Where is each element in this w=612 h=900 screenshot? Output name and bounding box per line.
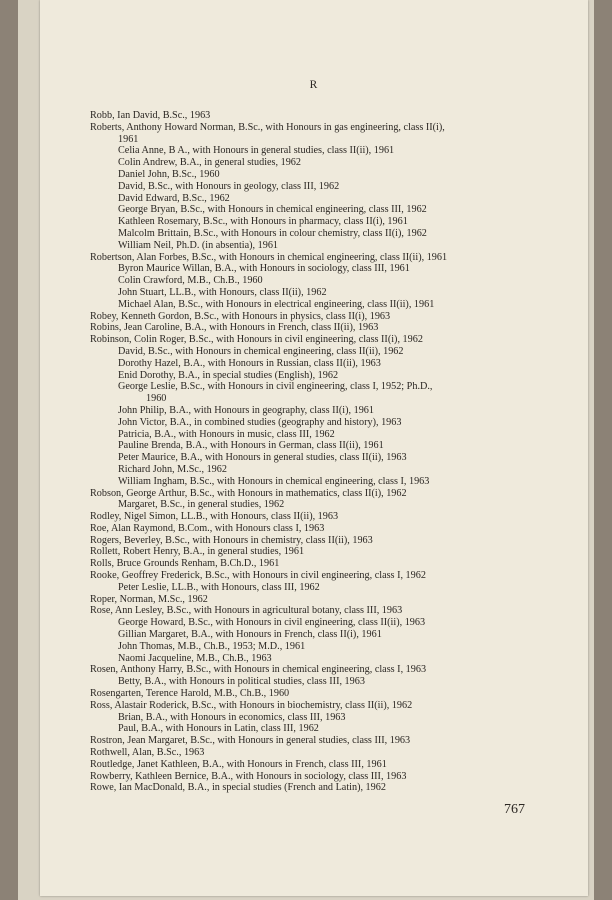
sub-entry: [90, 405, 552, 417]
entry: [90, 747, 552, 759]
sub-entry: [90, 417, 552, 429]
entry-text: John Stuart, LL.B., with Honours, class II(ii), 1962: [118, 286, 327, 298]
sub-entry: [90, 287, 552, 299]
sub-entry: [90, 169, 552, 181]
sub-entry: [90, 440, 552, 452]
entry-text: David Edward, B.Sc., 1962: [118, 192, 230, 204]
entry-text: Robins, Jean Caroline, B.A., with Honours in French, class II(ii), 1963: [90, 322, 379, 334]
entry-text: Richard John, M.Sc., 1962: [118, 463, 227, 475]
entry-text: Pauline Brenda, B.A., with Honours in German, class II(ii), 1961: [118, 440, 384, 452]
entry-text: Peter Maurice, B.A., with Honours in general studies, class II(ii), 1963: [118, 452, 407, 464]
entry-text: Robinson, Colin Roger, B.Sc., with Honours in civil engineering, class II(i), 1962: [90, 334, 423, 346]
sub-entry: [90, 629, 552, 641]
entry-text: Robson, George Arthur, B.Sc., with Honours in mathematics, class II(i), 1962: [90, 487, 407, 499]
entry-text: Daniel John, B.Sc., 1960: [118, 168, 220, 180]
sub-entry: [90, 617, 552, 629]
entry: [90, 322, 552, 334]
entry-text: Robb, Ian David, B.Sc., 1963: [90, 110, 211, 121]
entry: [90, 488, 552, 500]
entry-text: Paul, B.A., with Honours in Latin, class III, 1962: [118, 723, 319, 735]
sub-entry: [90, 145, 552, 157]
entry-text: William Neil, Ph.D. (in absentia), 1961: [118, 239, 279, 251]
sub-entry: [90, 676, 552, 688]
entry-text: Colin Crawford, M.B., Ch.B., 1960: [118, 275, 263, 287]
entry: [90, 334, 552, 346]
sub-entry: [90, 381, 552, 405]
entry-text: Kathleen Rosemary, B.Sc., with Honours in pharmacy, class II(i), 1961: [118, 216, 408, 228]
entry: [90, 688, 552, 700]
entry: [90, 511, 552, 523]
entry-text: Margaret, B.Sc., in general studies, 1962: [118, 499, 285, 511]
entry: [90, 311, 552, 323]
entry-text: Routledge, Janet Kathleen, B.A., with Honours in French, class III, 1961: [90, 758, 387, 770]
entry: [90, 252, 552, 264]
entry-list: [90, 110, 552, 794]
sub-entry: [90, 216, 552, 228]
sub-entry: [90, 240, 552, 252]
entry-continuation: 1960: [146, 393, 167, 405]
entry: [90, 535, 552, 547]
entry: [90, 122, 552, 146]
entry-text: Rogers, Beverley, B.Sc., with Honours in chemistry, class II(ii), 1963: [90, 534, 373, 546]
entry-text: Rosengarten, Terence Harold, M.B., Ch.B., 1960: [90, 688, 290, 700]
entry-text: Roe, Alan Raymond, B.Com., with Honours class I, 1963: [90, 522, 325, 534]
entry-text: Rostron, Jean Margaret, B.Sc., with Honours in general studies, class III, 1963: [90, 735, 411, 747]
entry-text: Rose, Ann Lesley, B.Sc., with Honours in agricultural botany, class III, 1963: [90, 605, 403, 617]
entry-text: George Howard, B.Sc., with Honours in civil engineering, class II(ii), 1963: [118, 617, 426, 629]
entry-text: Betty, B.A., with Honours in political studies, class III, 1963: [118, 676, 365, 688]
sub-entry: [90, 429, 552, 441]
entry-text: Celia Anne, B A., with Honours in general studies, class II(ii), 1961: [118, 145, 395, 157]
entry-text: George Bryan, B.Sc., with Honours in chemical engineering, class III, 1962: [118, 204, 427, 216]
entry: [90, 771, 552, 783]
entry: [90, 523, 552, 535]
sub-entry: [90, 499, 552, 511]
entry-text: Dorothy Hazel, B.A., with Honours in Russian, class II(ii), 1963: [118, 357, 381, 369]
sub-entry: [90, 653, 552, 665]
sub-entry: [90, 452, 552, 464]
entry-text: Roper, Norman, M.Sc., 1962: [90, 593, 208, 605]
sub-entry: [90, 157, 552, 169]
entry: [90, 664, 552, 676]
entry-text: William Ingham, B.Sc., with Honours in chemical engineering, class I, 1963: [118, 475, 430, 487]
entry: [90, 782, 552, 794]
sub-entry: [90, 299, 552, 311]
entry-text: Gillian Margaret, B.A., with Honours in French, class II(i), 1961: [118, 629, 382, 641]
entry-text: Rollett, Robert Henry, B.A., in general studies, 1961: [90, 546, 305, 558]
entry-text: Roberts, Anthony Howard Norman, B.Sc., with Honours in gas engineering, class II(i),: [90, 121, 445, 133]
page-number: 767: [504, 802, 525, 817]
sub-entry: [90, 181, 552, 193]
sub-entry: [90, 582, 552, 594]
entry-text: Enid Dorothy, B.A., in special studies (English), 1962: [118, 369, 339, 381]
entry-text: Malcolm Brittain, B.Sc., with Honours in colour chemistry, class II(i), 1962: [118, 227, 427, 239]
sub-entry: [90, 723, 552, 735]
entry-text: Michael Alan, B.Sc., with Honours in electrical engineering, class II(ii), 1961: [118, 298, 435, 310]
entry-text: John Philip, B.A., with Honours in geography, class II(i), 1961: [118, 404, 374, 416]
entry-text: Rooke, Geoffrey Frederick, B.Sc., with Honours in civil engineering, class I, 1962: [90, 570, 426, 582]
entry-text: Peter Leslie, LL.B., with Honours, class III, 1962: [118, 581, 320, 593]
entry-text: Rodley, Nigel Simon, LL.B., with Honours, class II(ii), 1963: [90, 511, 339, 523]
entry-text: Rosen, Anthony Harry, B.Sc., with Honours in chemical engineering, class I, 1963: [90, 664, 427, 676]
entry: [90, 558, 552, 570]
entry-text: Naomi Jacqueline, M.B., Ch.B., 1963: [118, 652, 272, 664]
section-letter: R: [309, 79, 319, 91]
sub-entry: [90, 464, 552, 476]
sub-entry: [90, 275, 552, 287]
entry: [90, 546, 552, 558]
sub-entry: [90, 263, 552, 275]
entry-text: Brian, B.A., with Honours in economics, class III, 1963: [118, 711, 346, 723]
sub-entry: [90, 358, 552, 370]
entry-text: Robertson, Alan Forbes, B.Sc., with Honours in chemical engineering, class II(ii), 1961: [90, 251, 448, 263]
entry-text: David, B.Sc., with Honours in chemical engineering, class II(ii), 1962: [118, 345, 404, 357]
entry-text: Patricia, B.A., with Honours in music, class III, 1962: [118, 428, 335, 440]
entry-text: John Victor, B.A., in combined studies (geography and history), 1963: [118, 416, 402, 428]
entry: [90, 735, 552, 747]
entry-text: George Leslie, B.Sc., with Honours in civil engineering, class I, 1952; Ph.D.,: [118, 381, 433, 393]
entry: [90, 110, 552, 122]
entry-text: Byron Maurice Willan, B.A., with Honours in sociology, class III, 1961: [118, 263, 410, 275]
sub-entry: [90, 228, 552, 240]
entry-text: Robey, Kenneth Gordon, B.Sc., with Honours in physics, class II(i), 1963: [90, 310, 391, 322]
entry: [90, 759, 552, 771]
entry-continuation: 1961: [118, 133, 139, 145]
sub-entry: [90, 346, 552, 358]
entry-text: Ross, Alastair Roderick, B.Sc., with Honours in biochemistry, class II(ii), 1962: [90, 699, 413, 711]
entry-text: Colin Andrew, B.A., in general studies, 1962: [118, 157, 301, 169]
document-page: [40, 0, 588, 896]
entry: [90, 594, 552, 606]
entry-text: Rothwell, Alan, B.Sc., 1963: [90, 747, 205, 759]
sub-entry: [90, 712, 552, 724]
entry-text: Rowe, Ian MacDonald, B.A., in special studies (French and Latin), 1962: [90, 782, 386, 794]
sub-entry: [90, 370, 552, 382]
entry-text: David, B.Sc., with Honours in geology, class III, 1962: [118, 180, 340, 192]
entry: [90, 605, 552, 617]
sub-entry: [90, 476, 552, 488]
entry-text: Rowberry, Kathleen Bernice, B.A., with Honours in sociology, class III, 1963: [90, 770, 407, 782]
entry: [90, 570, 552, 582]
sub-entry: [90, 204, 552, 216]
sub-entry: [90, 193, 552, 205]
entry: [90, 700, 552, 712]
sub-entry: [90, 641, 552, 653]
entry-text: Rolls, Bruce Grounds Renham, B.Ch.D., 1961: [90, 558, 280, 570]
entry-text: John Thomas, M.B., Ch.B., 1953; M.D., 1961: [118, 640, 306, 652]
